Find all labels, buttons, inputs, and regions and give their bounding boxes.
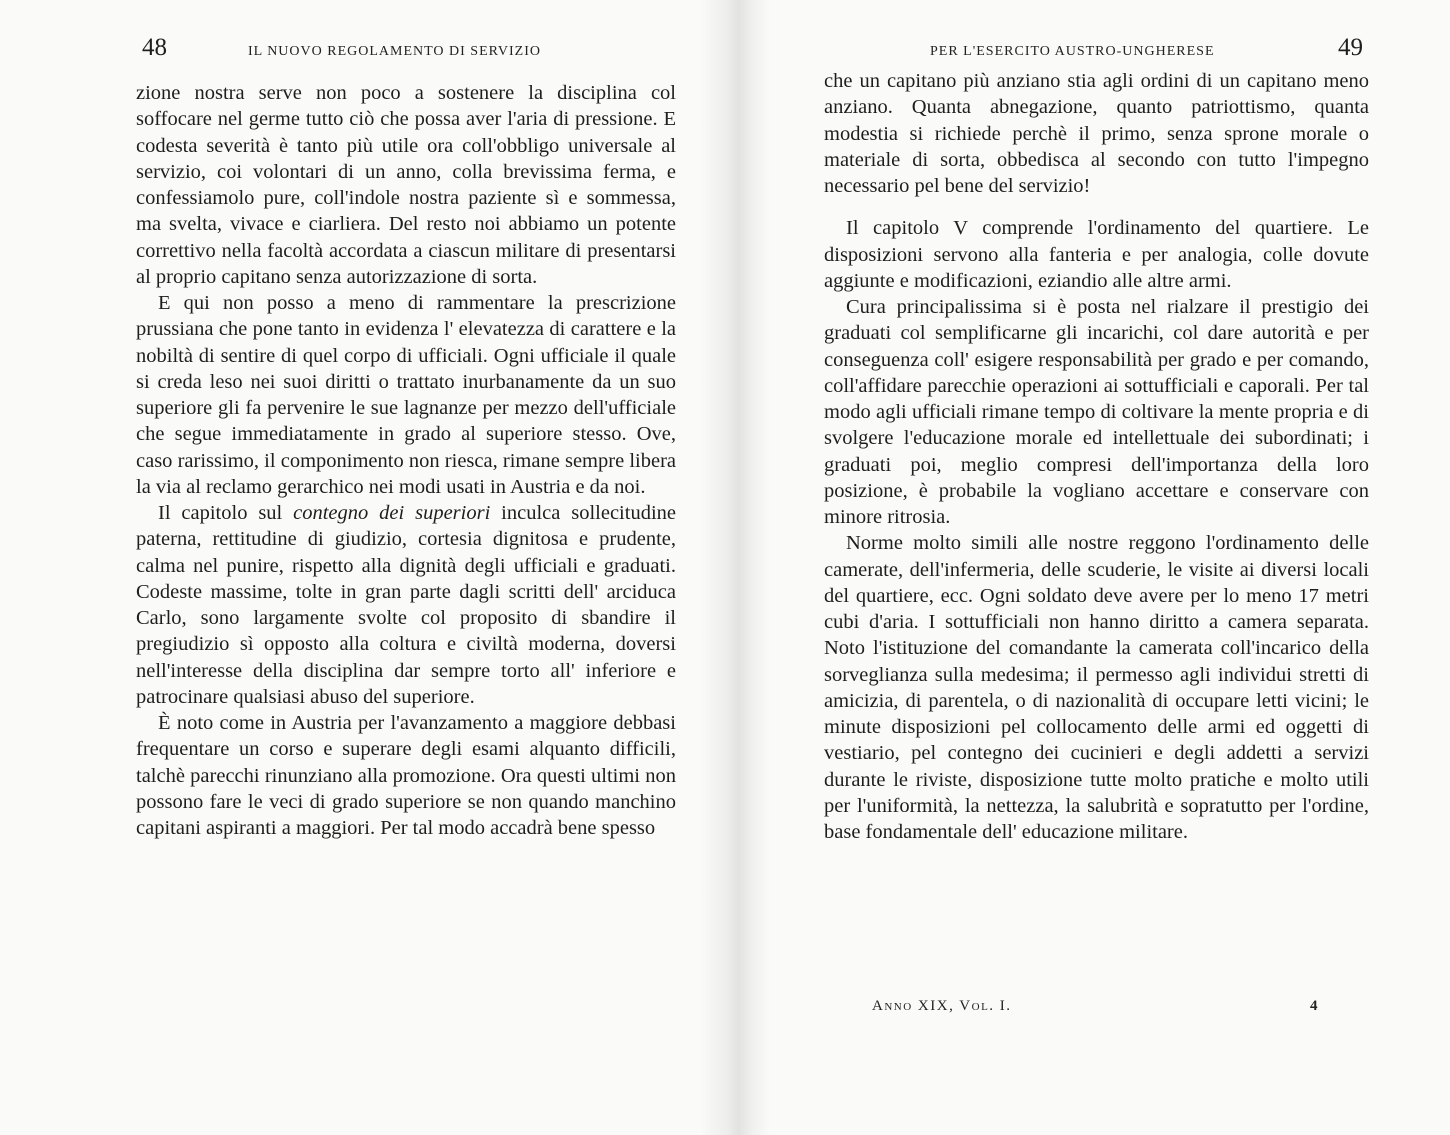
left-running-header: IL NUOVO REGOLAMENTO DI SERVIZIO — [248, 44, 541, 59]
left-page — [0, 0, 720, 1135]
left-paragraph-2: E qui non posso a meno di rammentare la prescrizione prussiana che pone tanto in evidenza l' elevatezza di carattere e la nobiltà di sentire di quel corpo di ufficiali. Ogni ufficiale il quale si creda leso nei suoi diritti o trattato inurbanamente da un suo superiore gli fa pervenire le sue lagnanze per mezzo dell'ufficiale che segue immediatamente in grado al superiore stesso. Ove, caso rarissimo, il componimento non riesca, rimane sempre libera la via al reclamo gerarchico nei modi usati in Austria e da noi. — [136, 292, 676, 498]
left-page-number: 48 — [142, 34, 167, 61]
left-paragraph-3-end: inculca sollecitudine paterna, rettitudine di giudizio, cortesia dignitosa e prudente, calma nel punire, rispetto alla dignità degli ufficiali e graduati. Codeste massime, tolte in gran parte dagli scritti dell' arciduca Carlo, sono largamente svolte col proposito di sbandire il pregiudizio sì opposto alla coltura e civiltà moderna, doversi nell'interesse della disciplina dar sempre torto all' inferiore e patrocinare qualsiasi abuso del superiore. — [136, 502, 676, 708]
right-paragraph-1: che un capitano più anziano stia agli ordini di un capitano meno anziano. Quanta abnegazione, quanto patriottismo, quanta modestia si richiede perchè il primo, senza sprone morale o materiale di sorta, obbedisca al secondo con tutto l'impegno necessario pel bene del servizio! — [824, 70, 1369, 197]
right-running-header: PER L'ESERCITO AUSTRO-UNGHERESE — [930, 44, 1215, 59]
left-paragraph-1: zione nostra serve non poco a sostenere la disciplina col soffocare nel germe tutto ciò che possa aver l'aria di pressione. E codesta severità è tanto più utile ora coll'obbligo universale al servizio, coi volontari di un anno, colla brevissima ferma, e confessiamolo pure, coll'indole nostra paziente sì e sommessa, ma svelta, vivace e ciarliera. Del resto noi abbiamo un potente correttivo nella facoltà accordata a ciascun militare di presentarsi al proprio capitano senza autorizzazione di sorta. — [136, 82, 676, 288]
right-paragraph-2: Il capitolo V comprende l'ordinamento del quartiere. Le disposizioni servono alla fanteria e per analogia, colle dovute aggiunte e modificazioni, eziandio alle altre armi. — [824, 217, 1369, 292]
right-page — [760, 0, 1450, 1135]
left-paragraph-3-emphasis: contegno dei superiori — [293, 502, 491, 524]
volume-footer: Anno XIX, Vol. I. — [872, 998, 1012, 1014]
left-page-body — [136, 80, 676, 841]
left-paragraph-3-start: Il capitolo sul — [158, 502, 294, 524]
signature-mark: 4 — [1310, 998, 1319, 1014]
left-paragraph-4: È noto come in Austria per l'avanzamento a maggiore debbasi frequentare un corso e superare degli esami alquanto difficili, talchè parecchi rinunziano alla promozione. Ora questi ultimi non possono fare le veci di grado superiore se non quando manchino capitani aspiranti a maggiori. Per tal modo accadrà bene spesso — [136, 712, 676, 839]
right-paragraph-3: Cura principalissima si è posta nel rialzare il prestigio dei graduati col semplificarne gli incarichi, col dare autorità e per conseguenza coll' esigere responsabilità per grado e per comando, coll'affidare parecchie operazioni ai sottufficiali e caporali. Per tal modo agli ufficiali rimane tempo di coltivare la mente propria e di svolgere l'educazione morale ed intellettuale dei subordinati; i graduati poi, meglio compresi dell'importanza della loro posizione, è probabile la vogliano accettare e conservare con minore ritrosia. — [824, 296, 1369, 528]
right-page-number: 49 — [1338, 34, 1363, 61]
right-page-body — [824, 68, 1369, 845]
right-paragraph-4: Norme molto simili alle nostre reggono l'ordinamento delle camerate, dell'infermeria, delle scuderie, le visite ai diversi locali del quartiere, ecc. Ogni soldato deve avere per lo meno 17 metri cubi d'aria. I sottufficiali non hanno diritto a camera separata. Noto l'istituzione del comandante la camerata coll'incarico della sorveglianza sulla medesima; il permesso agli individui stretti di amicizia, di parentela, o di nazionalità di occupare letti vicini; le minute disposizioni pel collocamento delle armi ed oggetti di vestiario, pel contegno dei cucinieri e degli addetti a servizi durante le riviste, disposizione tutte molto pratiche e molto utili per l'uniformità, la nettezza, la salubrità e sopratutto per l'ordine, base fondamentale dell' educazione militare. — [824, 532, 1369, 843]
left-paragraph-3 — [136, 500, 676, 710]
